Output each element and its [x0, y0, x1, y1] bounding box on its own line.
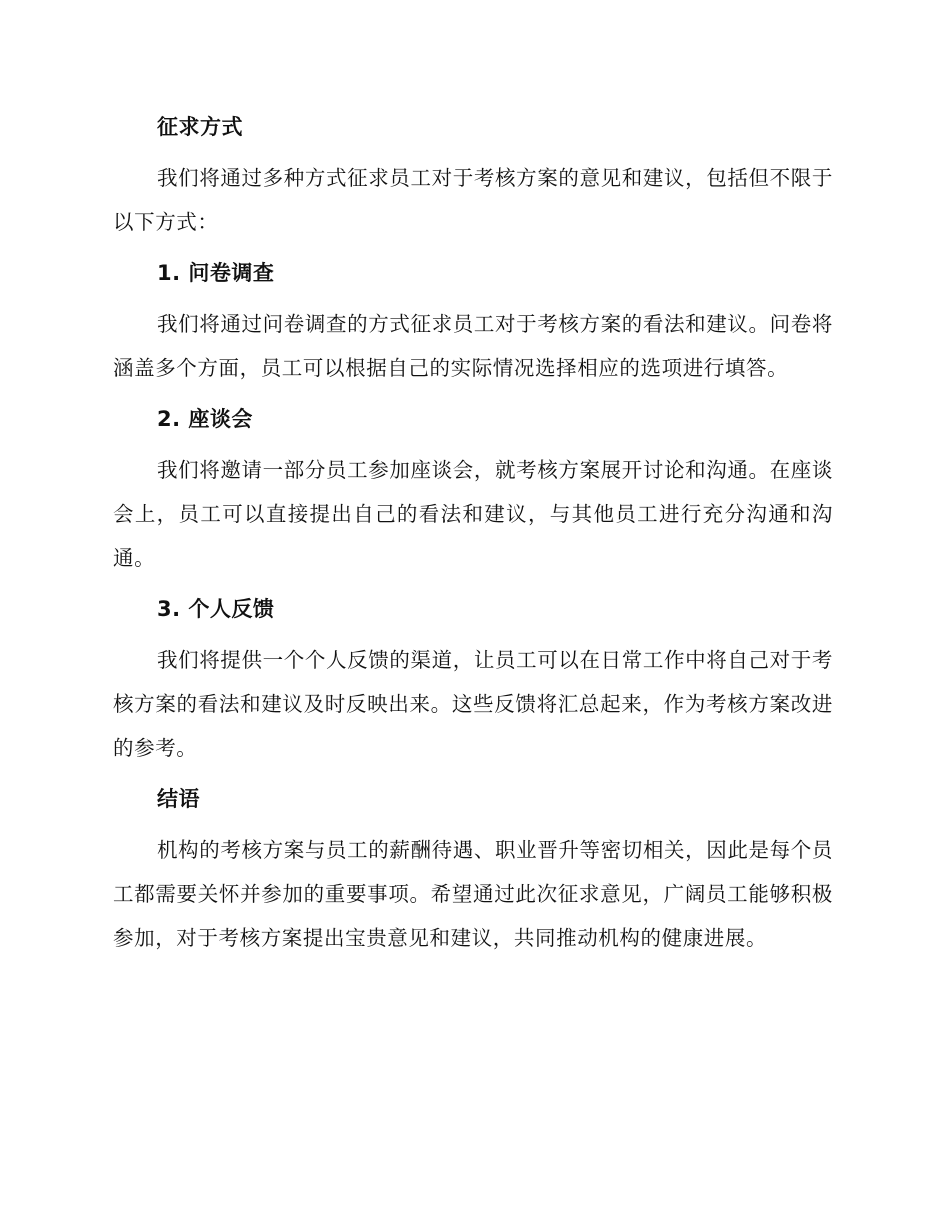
- section-paragraph-conclusion: 机构的考核方案与员工的薪酬待遇、职业晋升等密切相关，因此是每个员工都需要关怀并参加的重要事项。希望通过此次征求意见，广阔员工能够积极参加，对于考核方案提出宝贵意见和建议，共同推动机构的健康进展。: [113, 838, 833, 950]
- section-heading-conclusion: 结语: [157, 787, 200, 811]
- section-paragraph-survey: 我们将通过问卷调查的方式征求员工对于考核方案的看法和建议。问卷将涵盖多个方面，员工可以根据自己的实际情况选择相应的选项进行填答。: [113, 312, 833, 380]
- section-heading-forum: 2. 座谈会: [157, 407, 253, 431]
- section-paragraph-feedback: 我们将提供一个个人反馈的渠道，让员工可以在日常工作中将自己对于考核方案的看法和建议及时反映出来。这些反馈将汇总起来，作为考核方案改进的参考。: [113, 648, 833, 760]
- section-heading-method: 征求方式: [157, 115, 243, 139]
- section-paragraph-method: 我们将通过多种方式征求员工对于考核方案的意见和建议，包括但不限于以下方式：: [113, 166, 833, 234]
- section-heading-survey: 1. 问卷调查: [157, 261, 275, 285]
- section-paragraph-forum: 我们将邀请一部分员工参加座谈会，就考核方案展开讨论和沟通。在座谈会上，员工可以直接提出自己的看法和建议，与其他员工进行充分沟通和沟通。: [113, 458, 833, 570]
- document-body: [113, 112, 833, 960]
- section-heading-feedback: 3. 个人反馈: [157, 597, 275, 621]
